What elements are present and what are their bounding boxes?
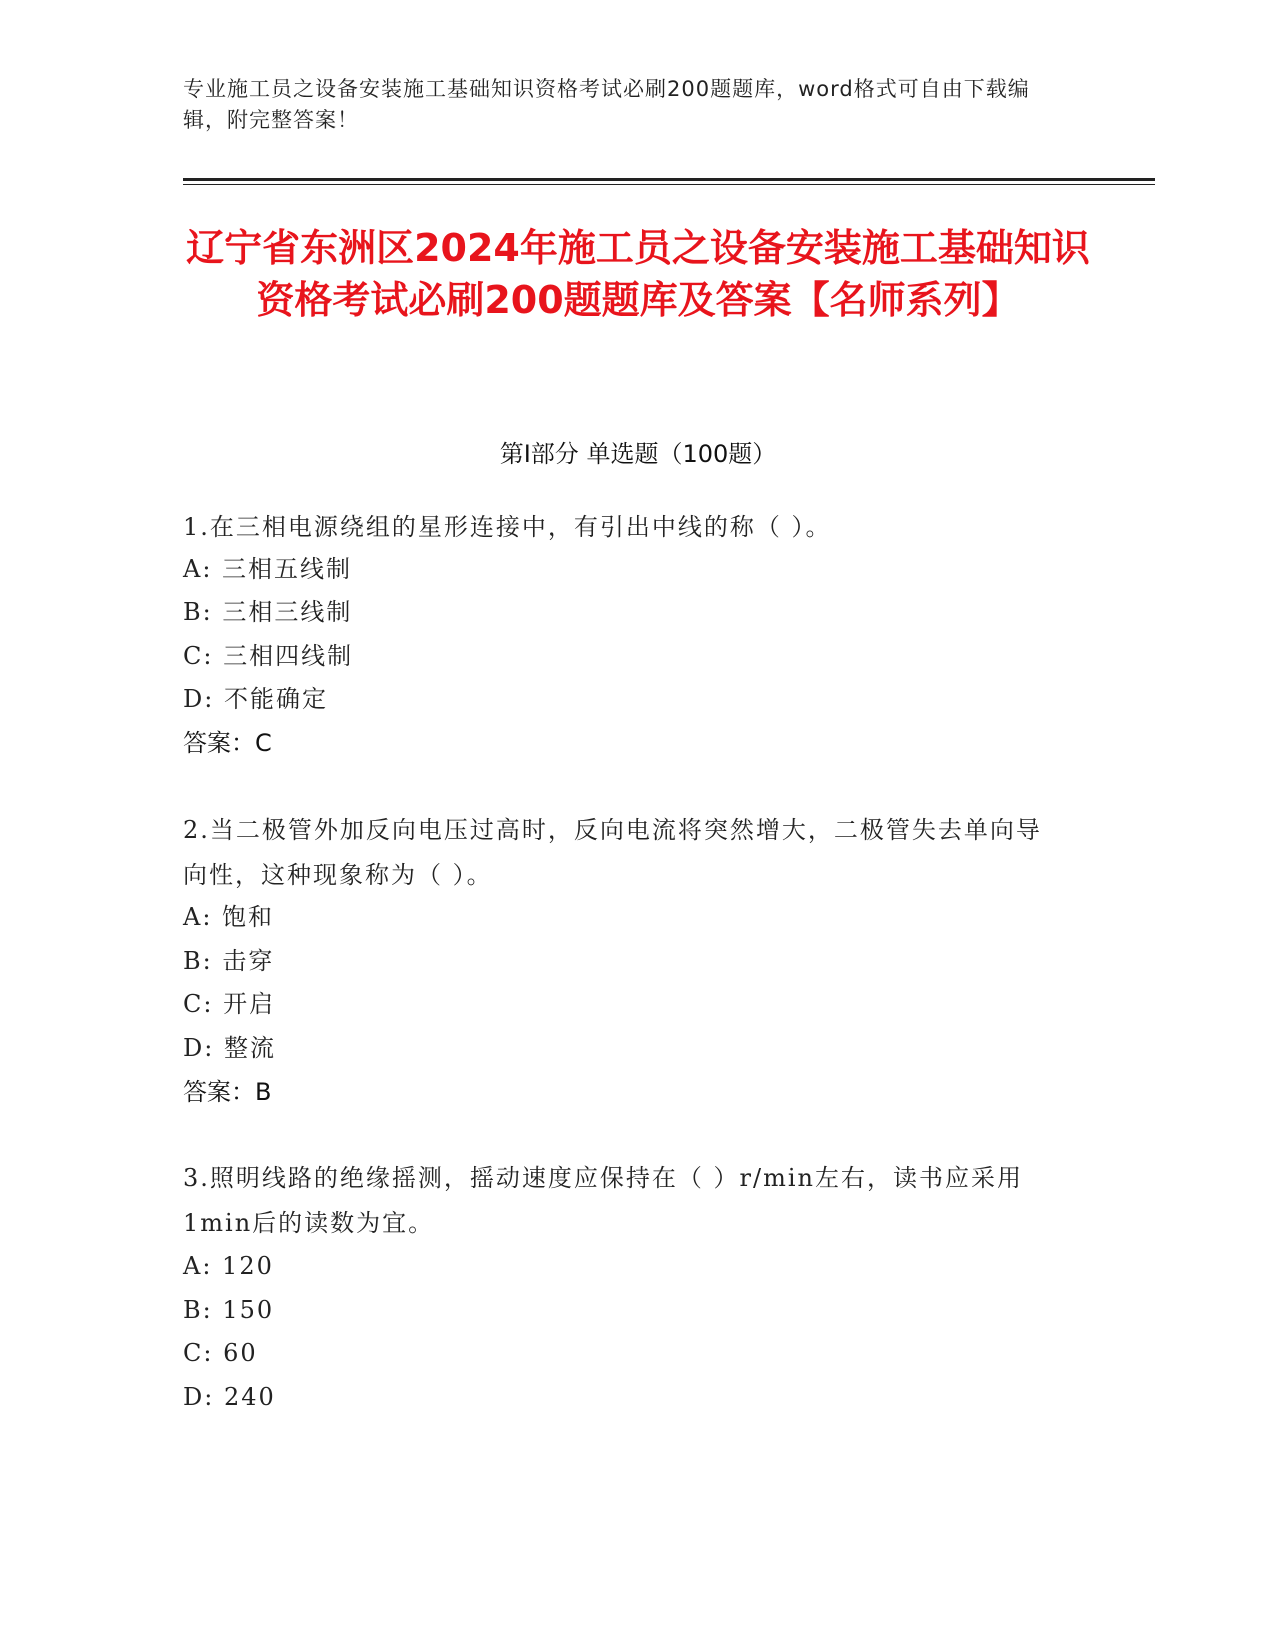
- question-text: 1.在三相电源绕组的星形连接中，有引出中线的称（ ）。: [183, 513, 832, 541]
- option-d: D: 不能确定: [183, 685, 328, 713]
- question-text: 2.当二极管外加反向电压过高时，反向电流将突然增大，二极管失去单向导向性，这种现象称为（ ）。: [183, 816, 1042, 889]
- option-a: A: 三相五线制: [183, 555, 353, 583]
- option-b: B: 三相三线制: [183, 598, 353, 626]
- header-note: 专业施工员之设备安装施工基础知识资格考试必刷200题题库，word格式可自由下载编辑，附完整答案！: [183, 77, 1030, 132]
- option-b: B: 击穿: [183, 947, 275, 975]
- option-b: B: 150: [183, 1296, 275, 1324]
- option-c: C: 60: [183, 1339, 258, 1367]
- option-a: A: 120: [183, 1252, 274, 1280]
- answer-text: 答案：C: [183, 729, 272, 757]
- option-d: D: 240: [183, 1383, 276, 1411]
- answer-text: 答案：B: [183, 1078, 272, 1106]
- question-text: 3.照明线路的绝缘摇测，摇动速度应保持在（ ）r/min左右，读书应采用1min后的读数为宜。: [183, 1164, 1023, 1237]
- header-divider-thin: [183, 184, 1155, 185]
- document-title: 辽宁省东洲区2024年施工员之设备安装施工基础知识资格考试必刷200题题库及答案【名师系列】: [186, 226, 1090, 322]
- option-c: C: 开启: [183, 990, 276, 1018]
- section-title: 第Ⅰ部分 单选题（100题）: [499, 440, 777, 468]
- option-d: D: 整流: [183, 1034, 276, 1062]
- option-a: A: 饱和: [183, 903, 275, 931]
- option-c: C: 三相四线制: [183, 642, 354, 670]
- header-divider-thick: [183, 178, 1155, 181]
